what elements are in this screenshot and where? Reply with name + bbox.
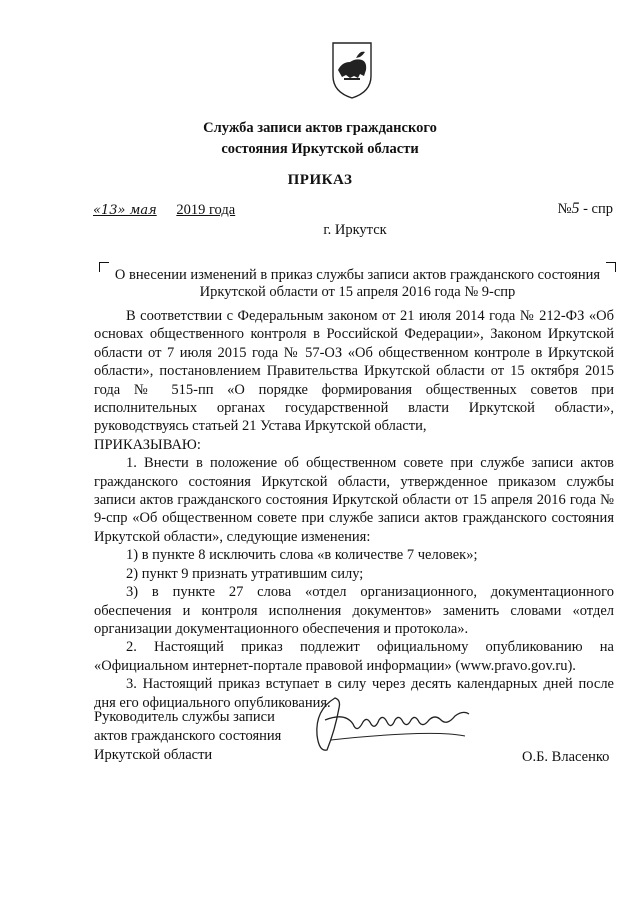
coat-of-arms-emblem <box>330 40 374 100</box>
document-number <box>558 200 613 218</box>
preamble: В соответствии с Федеральным законом от 21 июля 2014 года № 212-ФЗ «Об основах общественного контроля в Российской Федерации», Законом Иркутской области от 7 июля 2015 года № 57-ОЗ «Об общественном контроле в Иркутской области», постановлением Правительства Иркутской области от 15 октября 2015 года № 515-пп «О порядке формирования общественных советов при исполнительных органах государственной власти Иркутской области», руководствуясь статьей 21 Устава Иркутской области, <box>94 308 614 435</box>
signatory-name: О.Б. Власенко <box>522 749 610 765</box>
date-year: 2019 года <box>176 202 236 218</box>
document-date <box>93 202 235 219</box>
item-1: 1. Внести в положение об общественном совете при службе записи актов гражданского состояния Иркутской области, утвержденное приказом службы записи актов гражданского состояния Иркутской области от 15 апреля 2016 года № 9-спр «Об общественном совете при службе записи актов гражданского состояния Иркутской области», следующие изменения: <box>94 455 614 545</box>
number-handwritten: 5 <box>571 200 580 217</box>
org-name-line1: Служба записи актов гражданского <box>203 120 437 136</box>
date-handwritten: «13» мая <box>93 203 157 218</box>
document-type: ПРИКАЗ <box>287 172 353 188</box>
document-subject: О внесении изменений в приказ службы записи актов гражданского состояния Иркутской области от 15 апреля 2016 года № 9-спр <box>114 267 601 300</box>
position-line1: Руководитель службы записи <box>94 709 275 725</box>
handwritten-signature <box>305 690 475 760</box>
item-1-sub-1: 1) в пункте 8 исключить слова «в количестве 7 человек»; <box>126 547 478 564</box>
number-prefix: № <box>557 201 572 217</box>
signatory-position <box>94 708 281 765</box>
org-name-line2: состояния Иркутской области <box>221 141 419 157</box>
item-3: 3. Настоящий приказ вступает в силу через десять календарных дней после дня его официального опубликования. <box>94 676 614 711</box>
document-body <box>94 307 614 712</box>
item-1-sub-3: 3) в пункте 27 слова «отдел организационного, документационного обеспечения и контроля исполнения документов» заменить словами «отдел организации документационного обеспечения и протокола». <box>94 584 614 637</box>
item-2: 2. Настоящий приказ подлежит официальному опубликованию на «Официальном интернет-портале правовой информации» (www.pravo.gov.ru). <box>94 639 614 674</box>
item-1-sub-2: 2) пункт 9 признать утратившим силу; <box>126 565 364 582</box>
number-suffix: - спр <box>583 201 613 217</box>
position-line2: актов гражданского состояния <box>94 728 282 744</box>
position-line3: Иркутской области <box>94 747 213 763</box>
city: г. Иркутск <box>323 222 387 238</box>
order-word: ПРИКАЗЫВАЮ: <box>94 436 201 453</box>
